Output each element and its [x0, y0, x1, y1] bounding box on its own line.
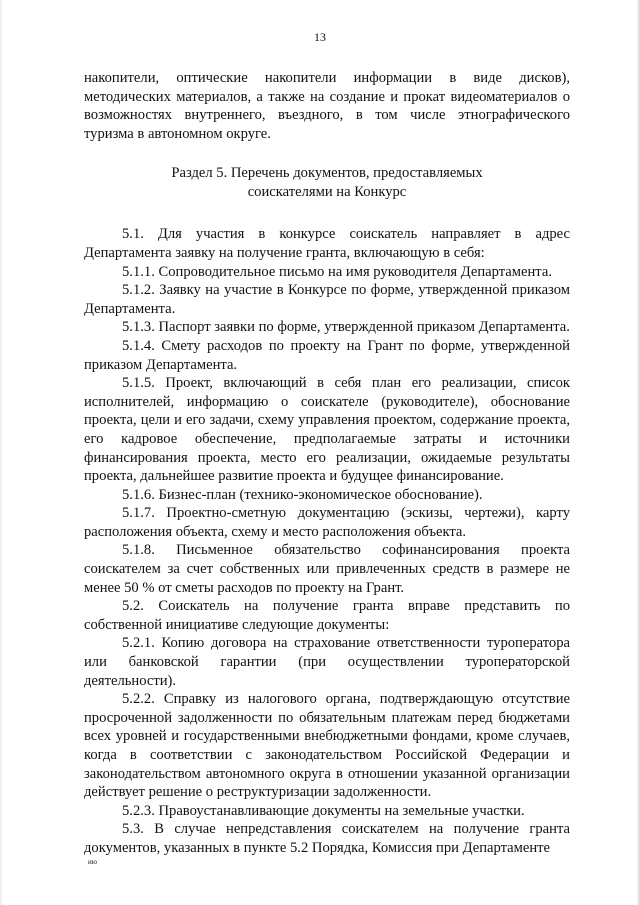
paragraph-5-2-2: 5.2.2. Справку из налогового органа, подтверждающую отсутствие просроченной задолженности по обязательным платежам перед бюджетами всех уровней и государственными внебюджетными фондами, кроме случаев, когда в соответствии с законодательством Российской Федерации и законодательством автономного округа в отношении указанной организации действует решение о реструктуризации задолженности. — [84, 691, 570, 801]
scan-edge-left — [0, 0, 2, 905]
paragraph-5-3: 5.3. В случае непредставления соискателем на получение гранта документов, указанных в пункте 5.2 Порядка, Комиссия при Департаменте — [84, 821, 570, 856]
paragraph-5-1-2: 5.1.2. Заявку на участие в Конкурсе по форме, утвержденной приказом Департамента. — [84, 282, 570, 317]
section-title-line2: соискателями на Конкурс — [247, 184, 407, 201]
paragraph-5-1-8: 5.1.8. Письменное обязательство софинансирования проекта соискателем за счет собственных или привлеченных средств в размере не менее 50 % от сметы расходов по проекту на Грант. — [84, 542, 570, 596]
paragraph-5-1-1: 5.1.1. Сопроводительное письмо на имя руководителя Департамента. — [122, 263, 552, 280]
page-number: 13 — [314, 30, 326, 44]
paragraph-5-1-6: 5.1.6. Бизнес-план (технико-экономическое обоснование). — [122, 486, 483, 503]
intro-paragraph: накопители, оптические накопители информации в виде дисков), методических материалов, а также на создание и прокат видеоматериалов о возможностях внутреннего, въездного, в том числе этнографического туризма в автономном округе. — [84, 70, 570, 142]
document-body — [84, 69, 570, 858]
paragraph-5-1-4: 5.1.4. Смету расходов по проекту на Грант по форме, утвержденной приказом Департамента. — [84, 337, 570, 373]
section-title — [84, 164, 570, 202]
paragraph-5-2-1: 5.2.1. Копию договора на страхование ответственности туроператора или банковской гарантии (при осуществлении туроператорской деятельности). — [84, 635, 570, 689]
paragraph-5-2: 5.2. Соискатель на получение гранта вправе представить по собственной инициативе следующие документы: — [84, 598, 570, 633]
paragraph-5-1-5: 5.1.5. Проект, включающий в себя план его реализации, список исполнителей, информацию о соискателе (руководителе), обоснование проекта, цели и его задачи, схему управления проектом, содержание проекта, его кадровое обеспечение, предполагаемые затраты и источники финансирования проекта, место его реализации, ожидаемые результаты проекта, дальнейшее развитие проекта и будущее финансирование. — [84, 375, 570, 485]
paragraph-5-1-7: 5.1.7. Проектно-сметную документацию (эскизы, чертежи), карту расположения объекта, схему и место расположения объекта. — [84, 505, 570, 540]
paragraph-5-1-3: 5.1.3. Паспорт заявки по форме, утвержденной приказом Департамента. — [122, 319, 570, 336]
paragraph-5-1: 5.1. Для участия в конкурсе соискатель направляет в адрес Департамента заявку на получение гранта, включающую в себя: — [84, 226, 570, 261]
paragraph-5-2-3: 5.2.3. Правоустанавливающие документы на земельные участки. — [122, 802, 525, 819]
footer-mark: ию — [88, 858, 97, 866]
section-title-line1: Раздел 5. Перечень документов, предоставляемых — [171, 165, 483, 182]
